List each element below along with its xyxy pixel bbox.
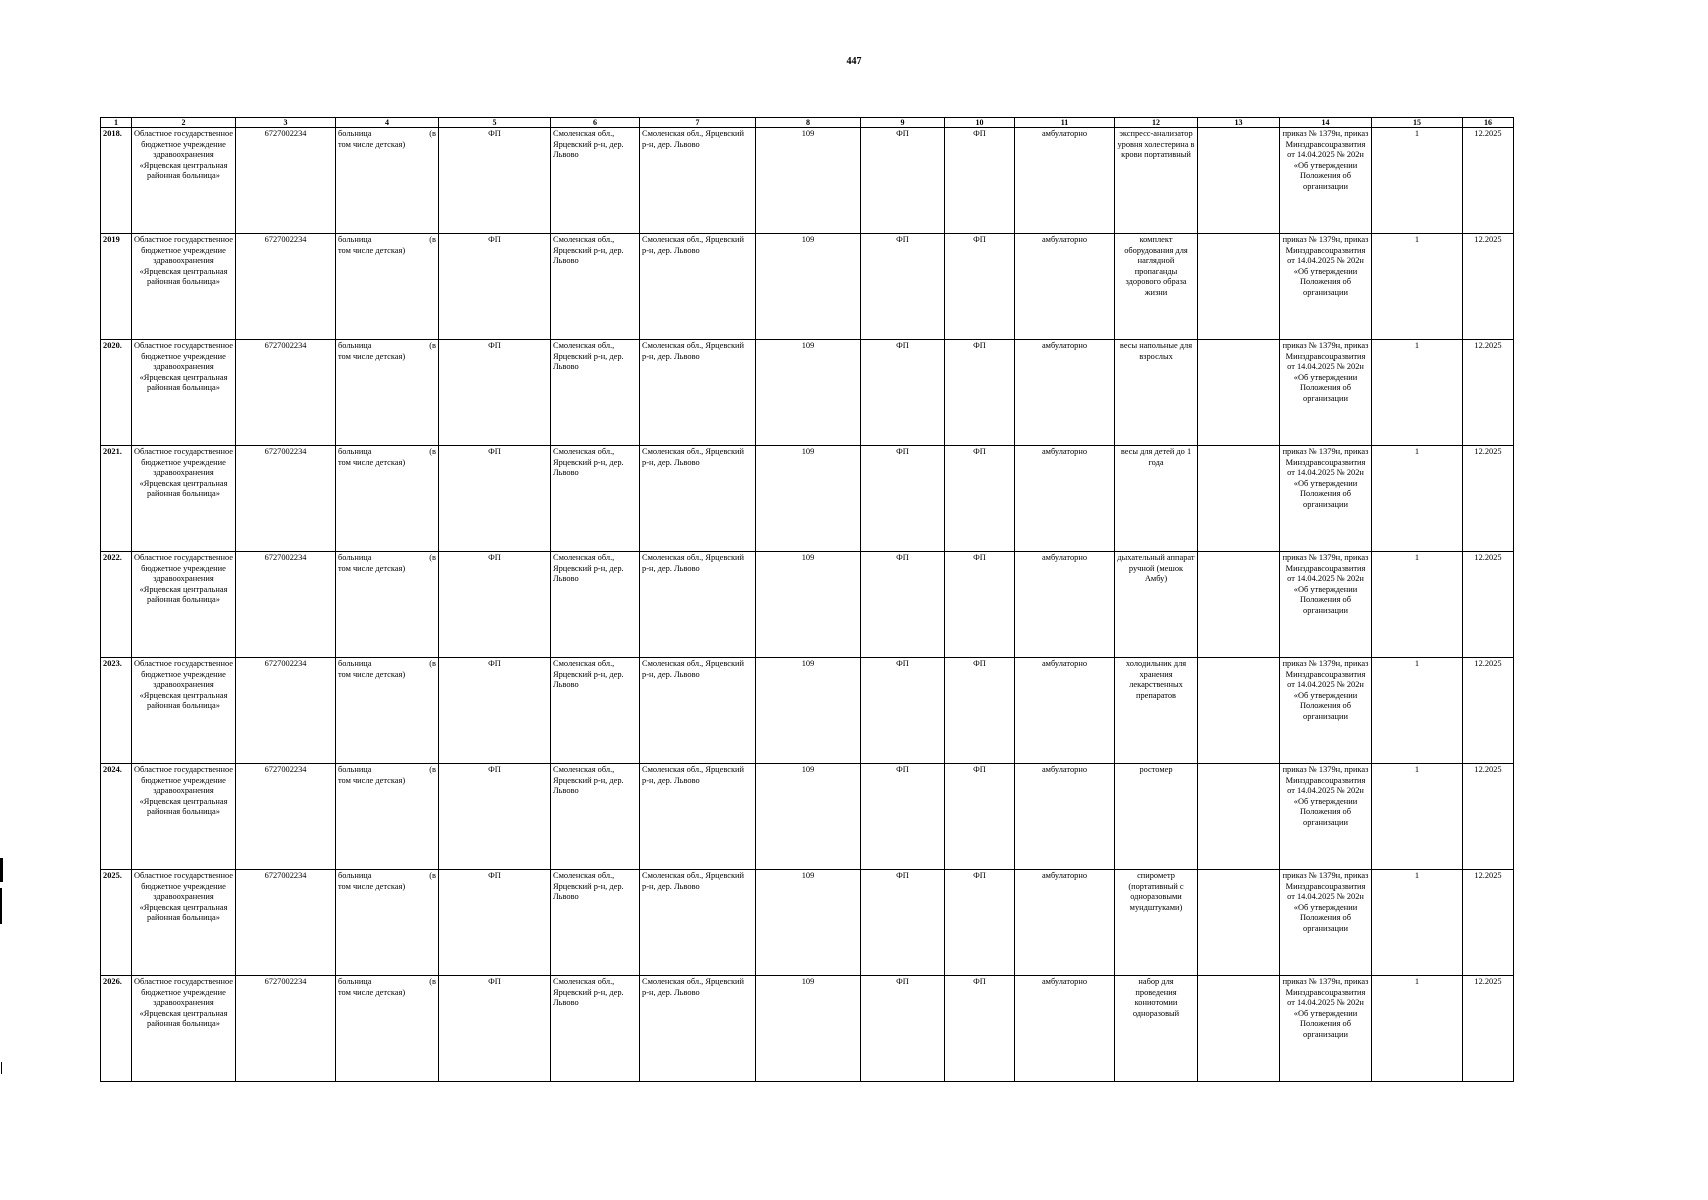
table-row: [101, 340, 1514, 446]
inn: 6727002234: [236, 552, 336, 658]
equipment-name: комплект оборудования для наглядной пропаганды здорового образа жизни: [1115, 234, 1198, 340]
care-conditions: амбулаторно: [1015, 870, 1115, 976]
care-conditions: амбулаторно: [1015, 234, 1115, 340]
inn: 6727002234: [236, 234, 336, 340]
col-9-value: ФП: [861, 552, 945, 658]
address-1: Смоленская обл., Ярцевский р-н, дер. Львово: [551, 340, 640, 446]
order-reference: приказ № 1379н, приказ Минздравсоцразвития от 14.04.2025 № 202н «Об утверждении Положения об организации: [1280, 552, 1372, 658]
facility-kind-paren: (в: [429, 447, 436, 456]
address-2: Смоленская обл., Ярцевский р-н, дер. Львово: [640, 128, 756, 234]
quantity: 1: [1372, 446, 1463, 552]
order-reference: приказ № 1379н, приказ Минздравсоцразвития от 14.04.2025 № 202н «Об утверждении Положения об организации: [1280, 446, 1372, 552]
inn: 6727002234: [236, 340, 336, 446]
facility-kind: [336, 552, 439, 658]
col-8-value: 109: [756, 764, 861, 870]
facility-kind-main: больница: [338, 447, 372, 456]
facility-kind-paren: (в: [429, 235, 436, 244]
order-reference: приказ № 1379н, приказ Минздравсоцразвития от 14.04.2025 № 202н «Об утверждении Положения об организации: [1280, 234, 1372, 340]
row-number: 2020.: [101, 340, 132, 446]
table-body: [101, 128, 1514, 1082]
equipment-name: весы для детей до 1 года: [1115, 446, 1198, 552]
col-13-value: [1198, 976, 1280, 1082]
column-number-14: 14: [1280, 118, 1372, 128]
facility-kind-note: том числе детская): [338, 139, 406, 149]
facility-kind: [336, 234, 439, 340]
facility-kind-note: том числе детская): [338, 351, 406, 361]
care-conditions: амбулаторно: [1015, 446, 1115, 552]
column-number-15: 15: [1372, 118, 1463, 128]
col-9-value: ФП: [861, 128, 945, 234]
deadline: 12.2025: [1463, 128, 1514, 234]
table-row: [101, 128, 1514, 234]
col-5-value: ФП: [439, 870, 551, 976]
column-number-16: 16: [1463, 118, 1514, 128]
col-9-value: ФП: [861, 658, 945, 764]
deadline: 12.2025: [1463, 658, 1514, 764]
quantity: 1: [1372, 658, 1463, 764]
facility-kind-paren: (в: [429, 553, 436, 562]
column-number-7: 7: [640, 118, 756, 128]
address-1: Смоленская обл., Ярцевский р-н, дер. Львово: [551, 446, 640, 552]
quantity: 1: [1372, 340, 1463, 446]
facility-kind-main: больница: [338, 977, 372, 986]
column-number-8: 8: [756, 118, 861, 128]
quantity: 1: [1372, 128, 1463, 234]
col-13-value: [1198, 764, 1280, 870]
organization-name: Областное государственное бюджетное учреждение здравоохранения «Ярцевская центральная районная больница»: [132, 976, 236, 1082]
organization-name: Областное государственное бюджетное учреждение здравоохранения «Ярцевская центральная районная больница»: [132, 658, 236, 764]
quantity: 1: [1372, 976, 1463, 1082]
facility-kind-main: больница: [338, 553, 372, 562]
equipment-name: экспресс-анализатор уровня холестерина в крови портативный: [1115, 128, 1198, 234]
col-10-value: ФП: [945, 764, 1015, 870]
facility-kind-note: том числе детская): [338, 669, 406, 679]
address-1: Смоленская обл., Ярцевский р-н, дер. Львово: [551, 976, 640, 1082]
address-1: Смоленская обл., Ярцевский р-н, дер. Львово: [551, 552, 640, 658]
facility-kind-paren: (в: [429, 129, 436, 138]
column-number-12: 12: [1115, 118, 1198, 128]
equipment-name: холодильник для хранения лекарственных препаратов: [1115, 658, 1198, 764]
facility-kind-main: больница: [338, 129, 372, 138]
organization-name: Областное государственное бюджетное учреждение здравоохранения «Ярцевская центральная районная больница»: [132, 340, 236, 446]
column-number-4: 4: [336, 118, 439, 128]
column-number-row: [101, 118, 1514, 128]
facility-kind: [336, 870, 439, 976]
col-13-value: [1198, 552, 1280, 658]
inn: 6727002234: [236, 128, 336, 234]
equipment-name: набор для проведения кониотомии одноразовый: [1115, 976, 1198, 1082]
column-number-2: 2: [132, 118, 236, 128]
table-row: [101, 552, 1514, 658]
column-number-5: 5: [439, 118, 551, 128]
order-reference: приказ № 1379н, приказ Минздравсоцразвития от 14.04.2025 № 202н «Об утверждении Положения об организации: [1280, 764, 1372, 870]
facility-kind: [336, 764, 439, 870]
facility-kind-note: том числе детская): [338, 245, 406, 255]
col-10-value: ФП: [945, 234, 1015, 340]
col-9-value: ФП: [861, 234, 945, 340]
row-number: 2023.: [101, 658, 132, 764]
facility-kind-main: больница: [338, 765, 372, 774]
quantity: 1: [1372, 552, 1463, 658]
col-10-value: ФП: [945, 870, 1015, 976]
col-10-value: ФП: [945, 446, 1015, 552]
order-reference: приказ № 1379н, приказ Минздравсоцразвития от 14.04.2025 № 202н «Об утверждении Положения об организации: [1280, 128, 1372, 234]
table-row: [101, 976, 1514, 1082]
row-number: 2018.: [101, 128, 132, 234]
deadline: 12.2025: [1463, 764, 1514, 870]
col-8-value: 109: [756, 870, 861, 976]
equipment-name: ростомер: [1115, 764, 1198, 870]
organization-name: Областное государственное бюджетное учреждение здравоохранения «Ярцевская центральная районная больница»: [132, 128, 236, 234]
col-5-value: ФП: [439, 764, 551, 870]
table-row: [101, 446, 1514, 552]
inn: 6727002234: [236, 870, 336, 976]
col-10-value: ФП: [945, 976, 1015, 1082]
col-13-value: [1198, 340, 1280, 446]
facility-kind: [336, 976, 439, 1082]
col-5-value: ФП: [439, 552, 551, 658]
deadline: 12.2025: [1463, 446, 1514, 552]
facility-kind-note: том числе детская): [338, 775, 406, 785]
organization-name: Областное государственное бюджетное учреждение здравоохранения «Ярцевская центральная районная больница»: [132, 552, 236, 658]
col-8-value: 109: [756, 128, 861, 234]
address-2: Смоленская обл., Ярцевский р-н, дер. Львово: [640, 552, 756, 658]
scan-edge-mark: [1, 1062, 2, 1074]
address-1: Смоленская обл., Ярцевский р-н, дер. Львово: [551, 658, 640, 764]
quantity: 1: [1372, 764, 1463, 870]
quantity: 1: [1372, 870, 1463, 976]
page-number: 447: [846, 56, 862, 67]
col-13-value: [1198, 658, 1280, 764]
organization-name: Областное государственное бюджетное учреждение здравоохранения «Ярцевская центральная районная больница»: [132, 234, 236, 340]
col-10-value: ФП: [945, 340, 1015, 446]
col-9-value: ФП: [861, 764, 945, 870]
order-reference: приказ № 1379н, приказ Минздравсоцразвития от 14.04.2025 № 202н «Об утверждении Положения об организации: [1280, 658, 1372, 764]
col-13-value: [1198, 128, 1280, 234]
facility-kind-main: больница: [338, 341, 372, 350]
address-2: Смоленская обл., Ярцевский р-н, дер. Львово: [640, 446, 756, 552]
quantity: 1: [1372, 234, 1463, 340]
address-2: Смоленская обл., Ярцевский р-н, дер. Львово: [640, 340, 756, 446]
table-row: [101, 764, 1514, 870]
care-conditions: амбулаторно: [1015, 128, 1115, 234]
row-number: 2019: [101, 234, 132, 340]
col-8-value: 109: [756, 976, 861, 1082]
column-number-13: 13: [1198, 118, 1280, 128]
column-number-10: 10: [945, 118, 1015, 128]
col-8-value: 109: [756, 552, 861, 658]
col-5-value: ФП: [439, 446, 551, 552]
address-1: Смоленская обл., Ярцевский р-н, дер. Львово: [551, 764, 640, 870]
col-8-value: 109: [756, 234, 861, 340]
order-reference: приказ № 1379н, приказ Минздравсоцразвития от 14.04.2025 № 202н «Об утверждении Положения об организации: [1280, 976, 1372, 1082]
deadline: 12.2025: [1463, 340, 1514, 446]
col-9-value: ФП: [861, 446, 945, 552]
facility-kind: [336, 658, 439, 764]
facility-kind-paren: (в: [429, 977, 436, 986]
address-1: Смоленская обл., Ярцевский р-н, дер. Львово: [551, 870, 640, 976]
column-number-3: 3: [236, 118, 336, 128]
row-number: 2024.: [101, 764, 132, 870]
col-8-value: 109: [756, 340, 861, 446]
inn: 6727002234: [236, 446, 336, 552]
facility-kind-main: больница: [338, 235, 372, 244]
facility-kind: [336, 128, 439, 234]
table-row: [101, 658, 1514, 764]
facility-kind-paren: (в: [429, 659, 436, 668]
organization-name: Областное государственное бюджетное учреждение здравоохранения «Ярцевская центральная районная больница»: [132, 446, 236, 552]
facility-kind-paren: (в: [429, 341, 436, 350]
inn: 6727002234: [236, 764, 336, 870]
address-1: Смоленская обл., Ярцевский р-н, дер. Львово: [551, 234, 640, 340]
column-number-6: 6: [551, 118, 640, 128]
col-5-value: ФП: [439, 658, 551, 764]
care-conditions: амбулаторно: [1015, 764, 1115, 870]
order-reference: приказ № 1379н, приказ Минздравсоцразвития от 14.04.2025 № 202н «Об утверждении Положения об организации: [1280, 340, 1372, 446]
facility-kind-paren: (в: [429, 871, 436, 880]
scan-edge-mark: [0, 858, 3, 882]
row-number: 2021.: [101, 446, 132, 552]
facility-kind-note: том числе детская): [338, 881, 406, 891]
address-2: Смоленская обл., Ярцевский р-н, дер. Львово: [640, 234, 756, 340]
col-13-value: [1198, 446, 1280, 552]
order-reference: приказ № 1379н, приказ Минздравсоцразвития от 14.04.2025 № 202н «Об утверждении Положения об организации: [1280, 870, 1372, 976]
care-conditions: амбулаторно: [1015, 340, 1115, 446]
organization-name: Областное государственное бюджетное учреждение здравоохранения «Ярцевская центральная районная больница»: [132, 764, 236, 870]
equipment-name: спирометр (портативный с одноразовыми мундштуками): [1115, 870, 1198, 976]
registry-table: [100, 117, 1514, 1082]
col-5-value: ФП: [439, 234, 551, 340]
column-number-1: 1: [101, 118, 132, 128]
col-8-value: 109: [756, 446, 861, 552]
facility-kind: [336, 340, 439, 446]
deadline: 12.2025: [1463, 552, 1514, 658]
inn: 6727002234: [236, 976, 336, 1082]
equipment-name: весы напольные для взрослых: [1115, 340, 1198, 446]
care-conditions: амбулаторно: [1015, 552, 1115, 658]
col-13-value: [1198, 234, 1280, 340]
facility-kind-main: больница: [338, 871, 372, 880]
col-10-value: ФП: [945, 128, 1015, 234]
row-number: 2026.: [101, 976, 132, 1082]
address-2: Смоленская обл., Ярцевский р-н, дер. Львово: [640, 870, 756, 976]
col-5-value: ФП: [439, 340, 551, 446]
col-8-value: 109: [756, 658, 861, 764]
row-number: 2025.: [101, 870, 132, 976]
facility-kind-main: больница: [338, 659, 372, 668]
col-10-value: ФП: [945, 552, 1015, 658]
scan-edge-mark: [0, 888, 2, 924]
address-2: Смоленская обл., Ярцевский р-н, дер. Львово: [640, 976, 756, 1082]
facility-kind-paren: (в: [429, 765, 436, 774]
row-number: 2022.: [101, 552, 132, 658]
deadline: 12.2025: [1463, 234, 1514, 340]
table-row: [101, 234, 1514, 340]
equipment-name: дыхательный аппарат ручной (мешок Амбу): [1115, 552, 1198, 658]
care-conditions: амбулаторно: [1015, 976, 1115, 1082]
organization-name: Областное государственное бюджетное учреждение здравоохранения «Ярцевская центральная районная больница»: [132, 870, 236, 976]
col-5-value: ФП: [439, 128, 551, 234]
facility-kind-note: том числе детская): [338, 457, 406, 467]
facility-kind: [336, 446, 439, 552]
col-9-value: ФП: [861, 870, 945, 976]
deadline: 12.2025: [1463, 976, 1514, 1082]
column-number-11: 11: [1015, 118, 1115, 128]
col-5-value: ФП: [439, 976, 551, 1082]
facility-kind-note: том числе детская): [338, 987, 406, 997]
col-13-value: [1198, 870, 1280, 976]
address-2: Смоленская обл., Ярцевский р-н, дер. Львово: [640, 764, 756, 870]
facility-kind-note: том числе детская): [338, 563, 406, 573]
col-9-value: ФП: [861, 976, 945, 1082]
deadline: 12.2025: [1463, 870, 1514, 976]
col-10-value: ФП: [945, 658, 1015, 764]
address-2: Смоленская обл., Ярцевский р-н, дер. Львово: [640, 658, 756, 764]
address-1: Смоленская обл., Ярцевский р-н, дер. Львово: [551, 128, 640, 234]
inn: 6727002234: [236, 658, 336, 764]
table-row: [101, 870, 1514, 976]
column-number-9: 9: [861, 118, 945, 128]
col-9-value: ФП: [861, 340, 945, 446]
care-conditions: амбулаторно: [1015, 658, 1115, 764]
